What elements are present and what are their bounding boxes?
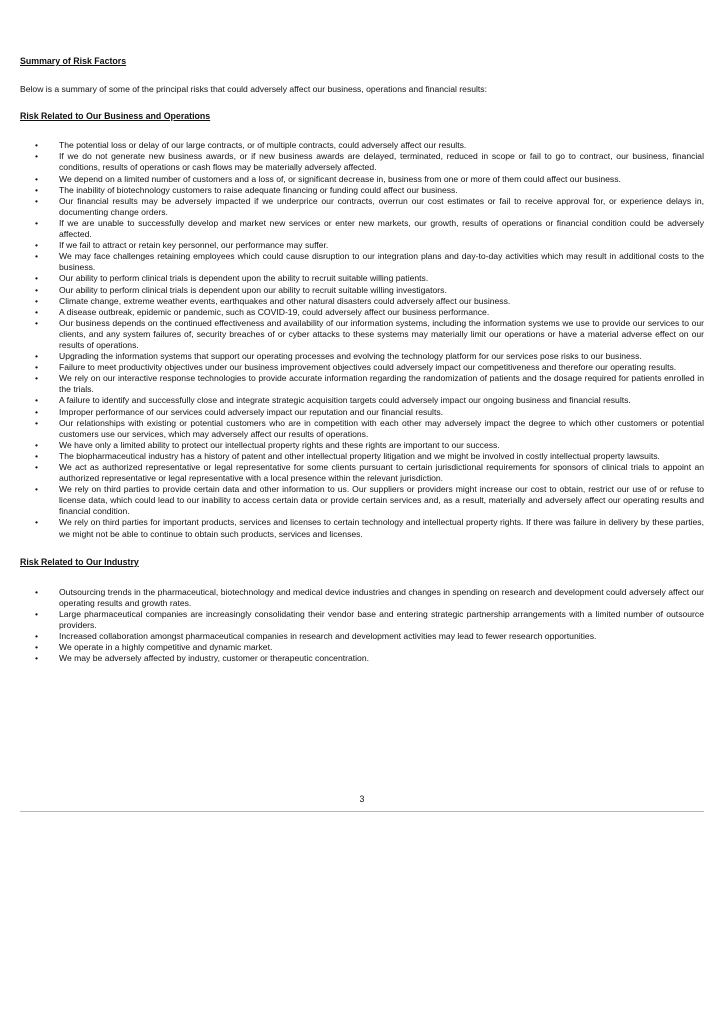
bullet-icon: • xyxy=(35,484,39,495)
risk-item-text: Failure to meet productivity objectives under our business improvement objectives could adversely impact our competitiveness and therefore our operating results. xyxy=(59,362,677,373)
risk-item-text: Upgrading the information systems that support our operating processes and evolving the technology platform for our services pose risks to our business. xyxy=(59,351,642,362)
bullet-icon: • xyxy=(35,517,39,528)
bullet-icon: • xyxy=(35,631,39,642)
bullet-icon: • xyxy=(35,217,39,228)
risk-item-text: We operate in a highly competitive and dynamic market. xyxy=(59,642,273,653)
bullet-icon: • xyxy=(35,586,39,597)
risk-item xyxy=(20,251,704,273)
risk-item xyxy=(20,296,704,307)
risk-item xyxy=(20,318,704,351)
bullet-icon: • xyxy=(35,608,39,619)
bullet-icon: • xyxy=(35,362,39,373)
page-number: 3 xyxy=(359,794,365,804)
bullet-icon: • xyxy=(35,195,39,206)
risk-item xyxy=(20,185,704,196)
bullet-icon: • xyxy=(35,284,39,295)
risk-item xyxy=(20,653,704,664)
risk-item-text: Climate change, extreme weather events, earthquakes and other natural disasters could adversely affect our business. xyxy=(59,295,511,306)
bullet-icon: • xyxy=(35,317,39,328)
summary-heading: Summary of Risk Factors xyxy=(20,56,127,66)
risk-item-text: Our ability to perform clinical trials is dependent upon our ability to recruit suitable willing investigators. xyxy=(59,284,447,295)
bullet-icon: • xyxy=(35,450,39,461)
risk-item xyxy=(20,462,704,484)
risk-item xyxy=(20,631,704,642)
document-page xyxy=(20,56,704,664)
risk-item-text: We rely on third parties to provide certain data and other information to us. Our suppliers or providers might increase our cost to obtain, restrict our use of or refuse to license data, which could lead to our inability to access certain data or provide certain services and, as a result, materially and adversely affect our operating results and financial condition. xyxy=(59,484,704,517)
risk-item xyxy=(20,218,704,240)
risk-item xyxy=(20,587,704,609)
risk-item-text: If we are unable to successfully develop and market new services or enter new markets, our growth, results of operations or financial condition could be adversely affected. xyxy=(59,217,704,240)
bullet-icon: • xyxy=(35,173,39,184)
risk-item-text: Increased collaboration amongst pharmaceutical companies in research and development activities may lead to fewer research opportunities. xyxy=(59,631,597,642)
risk-item xyxy=(20,418,704,440)
risk-item xyxy=(20,407,704,418)
risk-item-text: We rely on our interactive response technologies to provide accurate information regarding the randomization of patients and the dosage required for patients enrolled in the trials. xyxy=(59,373,704,395)
risk-item xyxy=(20,395,704,406)
risk-item xyxy=(20,440,704,451)
risk-item xyxy=(20,362,704,373)
bullet-icon: • xyxy=(35,439,39,450)
page-divider xyxy=(20,811,704,812)
risk-item xyxy=(20,451,704,462)
risk-item xyxy=(20,240,704,251)
bullet-icon: • xyxy=(35,273,39,284)
risk-item-text: The potential loss or delay of our large contracts, or of multiple contracts, could adversely affect our results. xyxy=(59,140,467,151)
bullet-icon: • xyxy=(35,395,39,406)
risk-item-text: The biopharmaceutical industry has a history of patent and other intellectual property litigation and we might be involved in costly intellectual property lawsuits. xyxy=(59,450,660,461)
risk-item-text: We act as authorized representative or legal representative for some clients pursuant to certain jurisdictional requirements for sponsors of clinical trials to appoint an authorized representative or legal representative with a local presence within the relevant jurisdiction. xyxy=(59,462,704,484)
risk-item-text: We have only a limited ability to protect our intellectual property rights and these rights are important to our success. xyxy=(59,439,500,450)
risk-item-text: We may face challenges retaining employees which could cause disruption to our integration plans and day-to-day activities which may result in additional costs to the business. xyxy=(59,251,704,273)
risk-list-business xyxy=(20,140,704,539)
risk-item xyxy=(20,373,704,395)
risk-item-text: If we do not generate new business awards, or if new business awards are delayed, terminated, reduced in scope or fail to go to contract, our business, financial conditions, results of operations or cash flows may be materially adversely affected. xyxy=(59,151,704,173)
risk-item xyxy=(20,484,704,517)
risk-item-text: The inability of biotechnology customers to raise adequate financing or funding could affect our business. xyxy=(59,184,458,195)
section-heading-business: Risk Related to Our Business and Operations xyxy=(20,111,211,122)
bullet-icon: • xyxy=(35,642,39,653)
bullet-icon: • xyxy=(35,351,39,362)
risk-item-text: Our business depends on the continued effectiveness and availability of our information systems, including the information systems we use to provide our services to our clients, and any system failures of, security breaches of or cyber attacks to these systems may materially limit our operations or have a material adverse effect on our results of operations. xyxy=(59,317,704,350)
risk-item xyxy=(20,196,704,218)
bullet-icon: • xyxy=(35,653,39,664)
risk-item xyxy=(20,609,704,631)
bullet-icon: • xyxy=(35,151,39,162)
risk-item-text: A disease outbreak, epidemic or pandemic, such as COVID-19, could adversely affect our business performance. xyxy=(59,306,490,317)
bullet-icon: • xyxy=(35,240,39,251)
risk-item xyxy=(20,285,704,296)
risk-item-text: A failure to identify and successfully close and integrate strategic acquisition targets could adversely impact our ongoing business and financial results. xyxy=(59,395,631,406)
risk-item xyxy=(20,307,704,318)
intro-paragraph: Below is a summary of some of the principal risks that could adversely affect our business, operations and financial results: xyxy=(20,84,487,95)
risk-item-text: If we fail to attract or retain key personnel, our performance may suffer. xyxy=(59,240,329,251)
risk-item-text: Our financial results may be adversely impacted if we underprice our contracts, overrun our cost estimates or fail to receive approval for, or experience delays in, documenting change orders. xyxy=(59,195,704,217)
bullet-icon: • xyxy=(35,373,39,384)
bullet-icon: • xyxy=(35,295,39,306)
risk-item-text: Our ability to perform clinical trials is dependent upon the ability to recruit suitable willing patients. xyxy=(59,273,429,284)
risk-item xyxy=(20,140,704,151)
bullet-icon: • xyxy=(35,462,39,472)
bullet-icon: • xyxy=(35,417,39,428)
risk-list-industry xyxy=(20,587,704,665)
risk-item xyxy=(20,517,704,539)
risk-item xyxy=(20,273,704,284)
section-heading-industry: Risk Related to Our Industry xyxy=(20,556,139,567)
risk-item xyxy=(20,151,704,173)
risk-item xyxy=(20,642,704,653)
bullet-icon: • xyxy=(35,140,39,151)
bullet-icon: • xyxy=(35,251,39,262)
risk-item-text: We rely on third parties for important products, services and licenses to certain technology and intellectual property rights. If there was failure in delivery by these parties, we might not be able to continue to obtain such products, services and licenses. xyxy=(59,517,704,539)
risk-item xyxy=(20,351,704,362)
risk-item-text: Improper performance of our services could adversely impact our reputation and our financial results. xyxy=(59,406,444,417)
bullet-icon: • xyxy=(35,184,39,195)
risk-item-text: Our relationships with existing or potential customers who are in competition with each other may adversely impact the degree to which other customers or potential customers use our services, which may adversely affect our results of operations. xyxy=(59,417,704,439)
risk-item-text: Large pharmaceutical companies are increasingly consolidating their vendor base and entering strategic partnership arrangements with a limited number of outsource providers. xyxy=(59,608,704,631)
bullet-icon: • xyxy=(35,406,39,417)
bullet-icon: • xyxy=(35,306,39,317)
risk-item-text: We depend on a limited number of customers and a loss of, or significant decrease in, business from one or more of them could affect our business. xyxy=(59,173,621,184)
risk-item-text: We may be adversely affected by industry, customer or therapeutic concentration. xyxy=(59,653,370,664)
risk-item-text: Outsourcing trends in the pharmaceutical, biotechnology and medical device industries and changes in spending on research and development could adversely affect our operating results and growth rates. xyxy=(59,586,704,608)
risk-item xyxy=(20,174,704,185)
